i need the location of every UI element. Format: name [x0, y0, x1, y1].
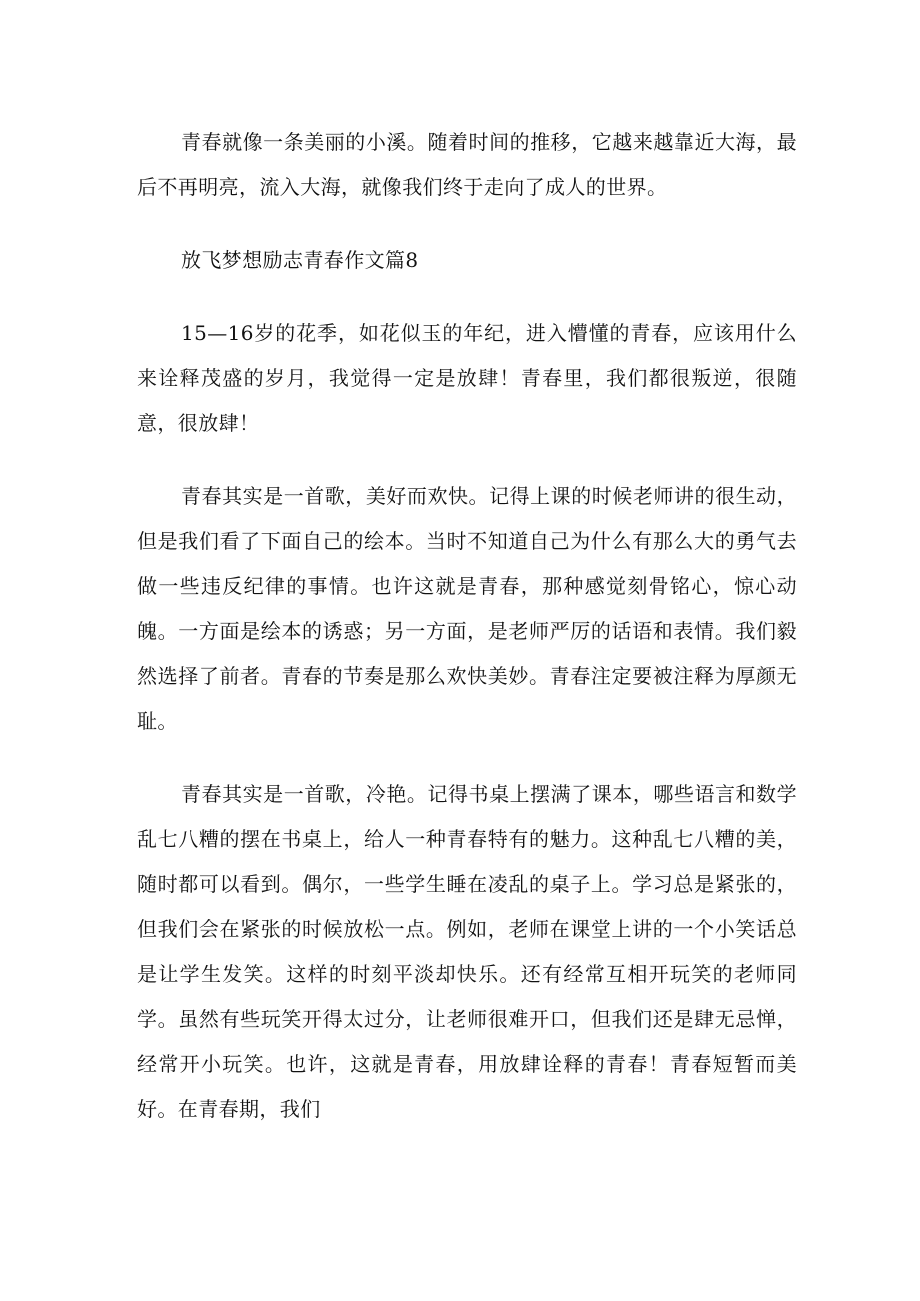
document-body — [137, 120, 797, 1160]
paragraph-song-joyful: 青春其实是一首歌，美好而欢快。记得上课的时候老师讲的很生动，但是我们看了下面自己的绘本。当时不知道自己为什么有那么大的勇气去做一些违反纪律的事情。也许这就是青春，那种感觉刻骨铭心，惊心动魄。一方面是绘本的诱惑；另一方面，是老师严厉的话语和表情。我们毅然选择了前者。青春的节奏是那么欢快美妙。青春注定要被注释为厚颜无耻。 — [137, 484, 797, 733]
paragraph-stream-metaphor: 青春就像一条美丽的小溪。随着时间的推移，它越来越靠近大海，最后不再明亮，流入大海，就像我们终于走向了成人的世界。 — [137, 130, 797, 199]
paragraph-age-intro: 15—16岁的花季，如花似玉的年纪，进入懵懂的青春，应该用什么来诠释茂盛的岁月，我觉得一定是放肆！青春里，我们都很叛逆，很随意，很放肆！ — [137, 321, 797, 435]
paragraph-song-cool: 青春其实是一首歌，冷艳。记得书桌上摆满了课本，哪些语言和数学乱七八糟的摆在书桌上，给人一种青春特有的魅力。这种乱七八糟的美，随时都可以看到。偶尔，一些学生睡在凌乱的桌子上。学习总是紧张的，但我们会在紧张的时候放松一点。例如，老师在课堂上讲的一个小笑话总是让学生发笑。这样的时刻平淡却快乐。还有经常互相开玩笑的老师同学。虽然有些玩笑开得太过分，让老师很难开口，但我们还是肆无忌惮，经常开小玩笑。也许，这就是青春，用放肆诠释的青春！青春短暂而美好。在青春期，我们 — [137, 782, 797, 1121]
section-heading: 放飞梦想励志青春作文篇8 — [181, 248, 419, 272]
